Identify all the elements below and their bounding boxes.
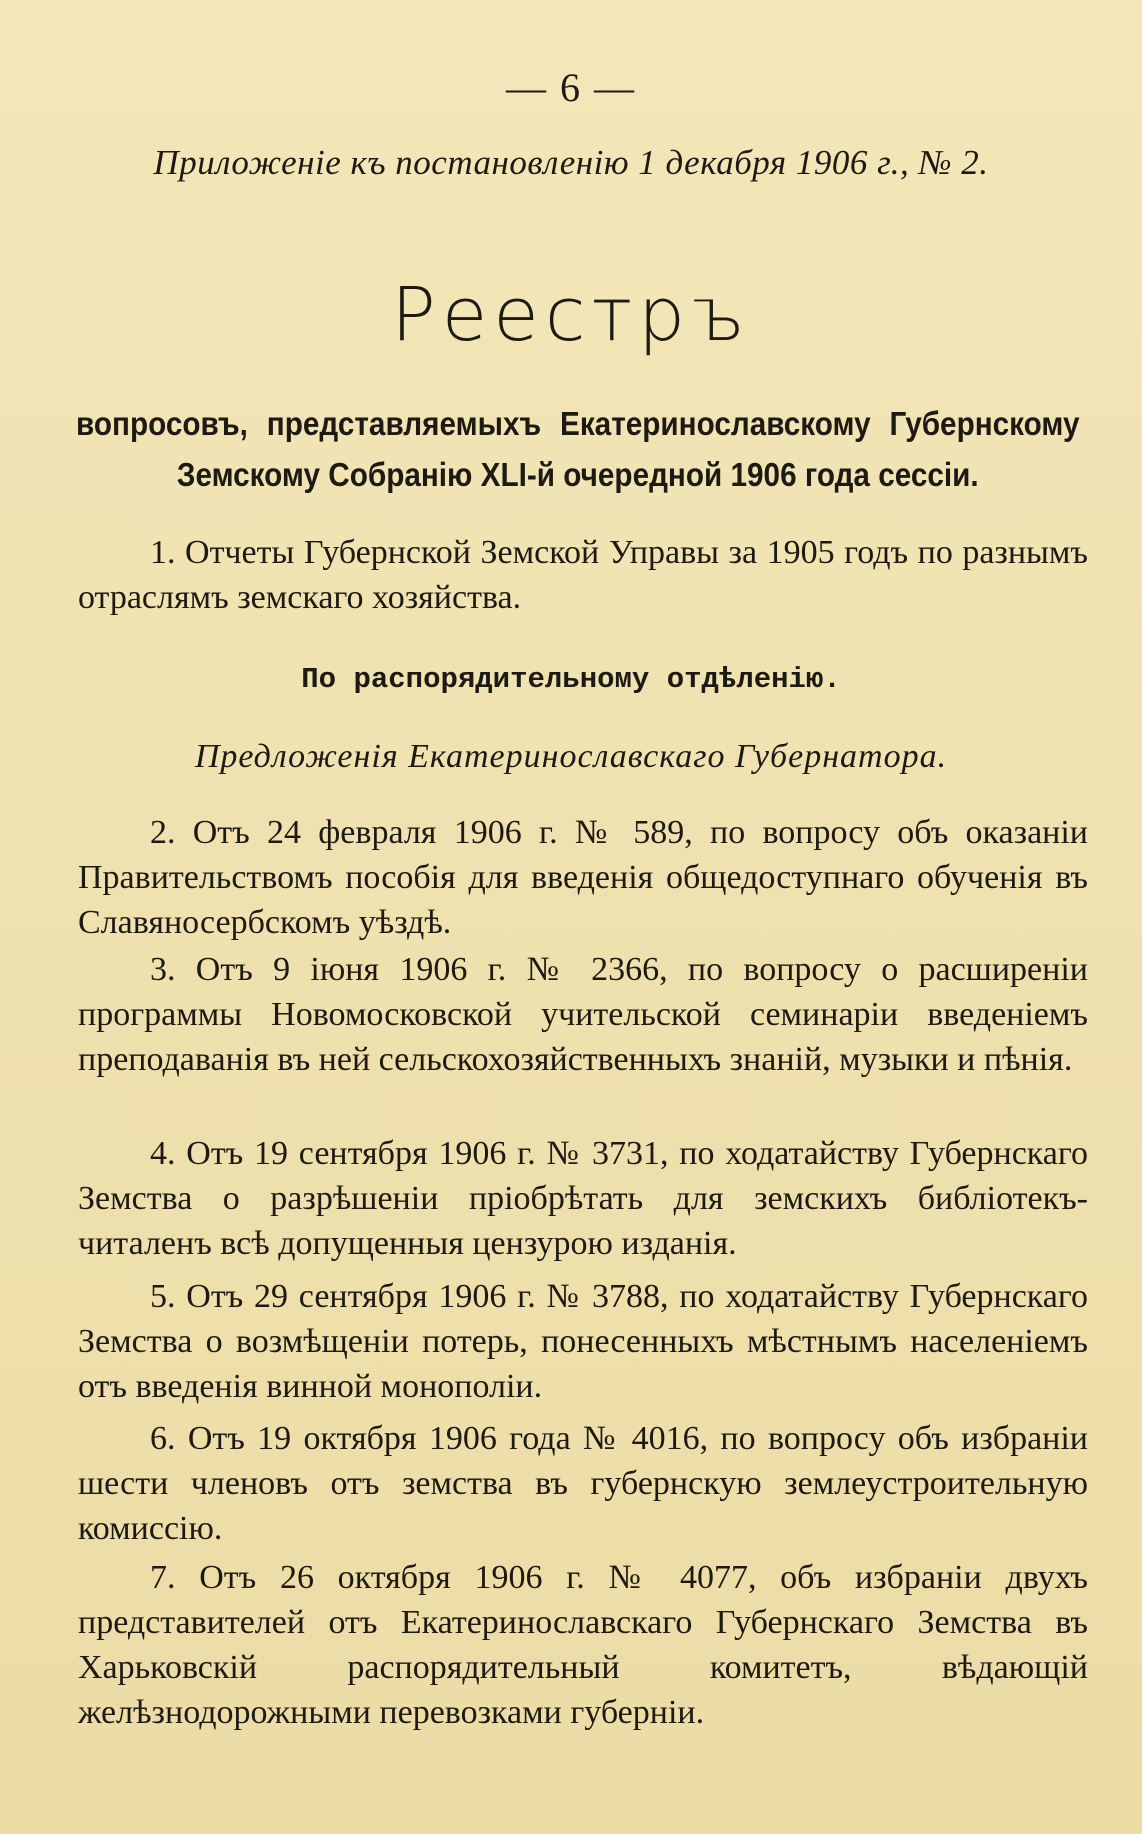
item-6: 6. Отъ 19 октября 1906 года № 4016, по вопросу объ избраніи шести членовъ отъ земства въ губернскую землеустроительную комиссію. [78, 1420, 1088, 1547]
section-heading: По распорядительному отдѣленію. [301, 663, 841, 696]
item-7: 7. Отъ 26 октября 1906 г. № 4077, объ избраніи двухъ представителей отъ Екатеринославскаго Губернскаго Земства въ Харьковскій распорядительный комитетъ, вѣдающій желѣзнодорожными перевозками губерніи. [78, 1559, 1088, 1731]
item-2: 2. Отъ 24 февраля 1906 г. № 589, по вопросу объ оказаніи Правительствомъ пособія для введенія общедоступнаго обученія въ Славяносербскомъ уѣздѣ. [78, 814, 1088, 941]
item-4: 4. Отъ 19 сентября 1906 г. № 3731, по ходатайству Губернскаго Земства о разрѣшеніи пріобрѣтать для земскихъ библіотекъ-читаленъ всѣ допущенныя цензурою изданія. [78, 1135, 1088, 1262]
item-1: 1. Отчеты Губернской Земской Управы за 1905 годъ по разнымъ отраслямъ земскаго хозяйства. [78, 534, 1088, 616]
appendix-line: Приложеніе къ постановленію 1 декабря 1906 г., № 2. [153, 143, 989, 182]
document-subtitle: вопросовъ, представляемыхъ Екатеринославскому Губернскому Земскому Собранію XLI-й очередной 1906 года сессіи. [76, 405, 1080, 493]
subsection-heading: Предложенія Екатеринославскаго Губернатора. [194, 738, 948, 775]
item-3: 3. Отъ 9 іюня 1906 г. № 2366, по вопросу о расширеніи программы Новомосковской учительской семинаріи введеніемъ преподаванія въ ней сельскохозяйственныхъ знаній, музыки и пѣнія. [78, 951, 1088, 1078]
page-number: — 6 — [506, 65, 636, 110]
document-title: Реестръ [391, 272, 751, 358]
item-5: 5. Отъ 29 сентября 1906 г. № 3788, по ходатайству Губернскаго Земства о возмѣщеніи потерь, понесенныхъ мѣстнымъ населеніемъ отъ введенія винной монополіи. [78, 1278, 1088, 1405]
